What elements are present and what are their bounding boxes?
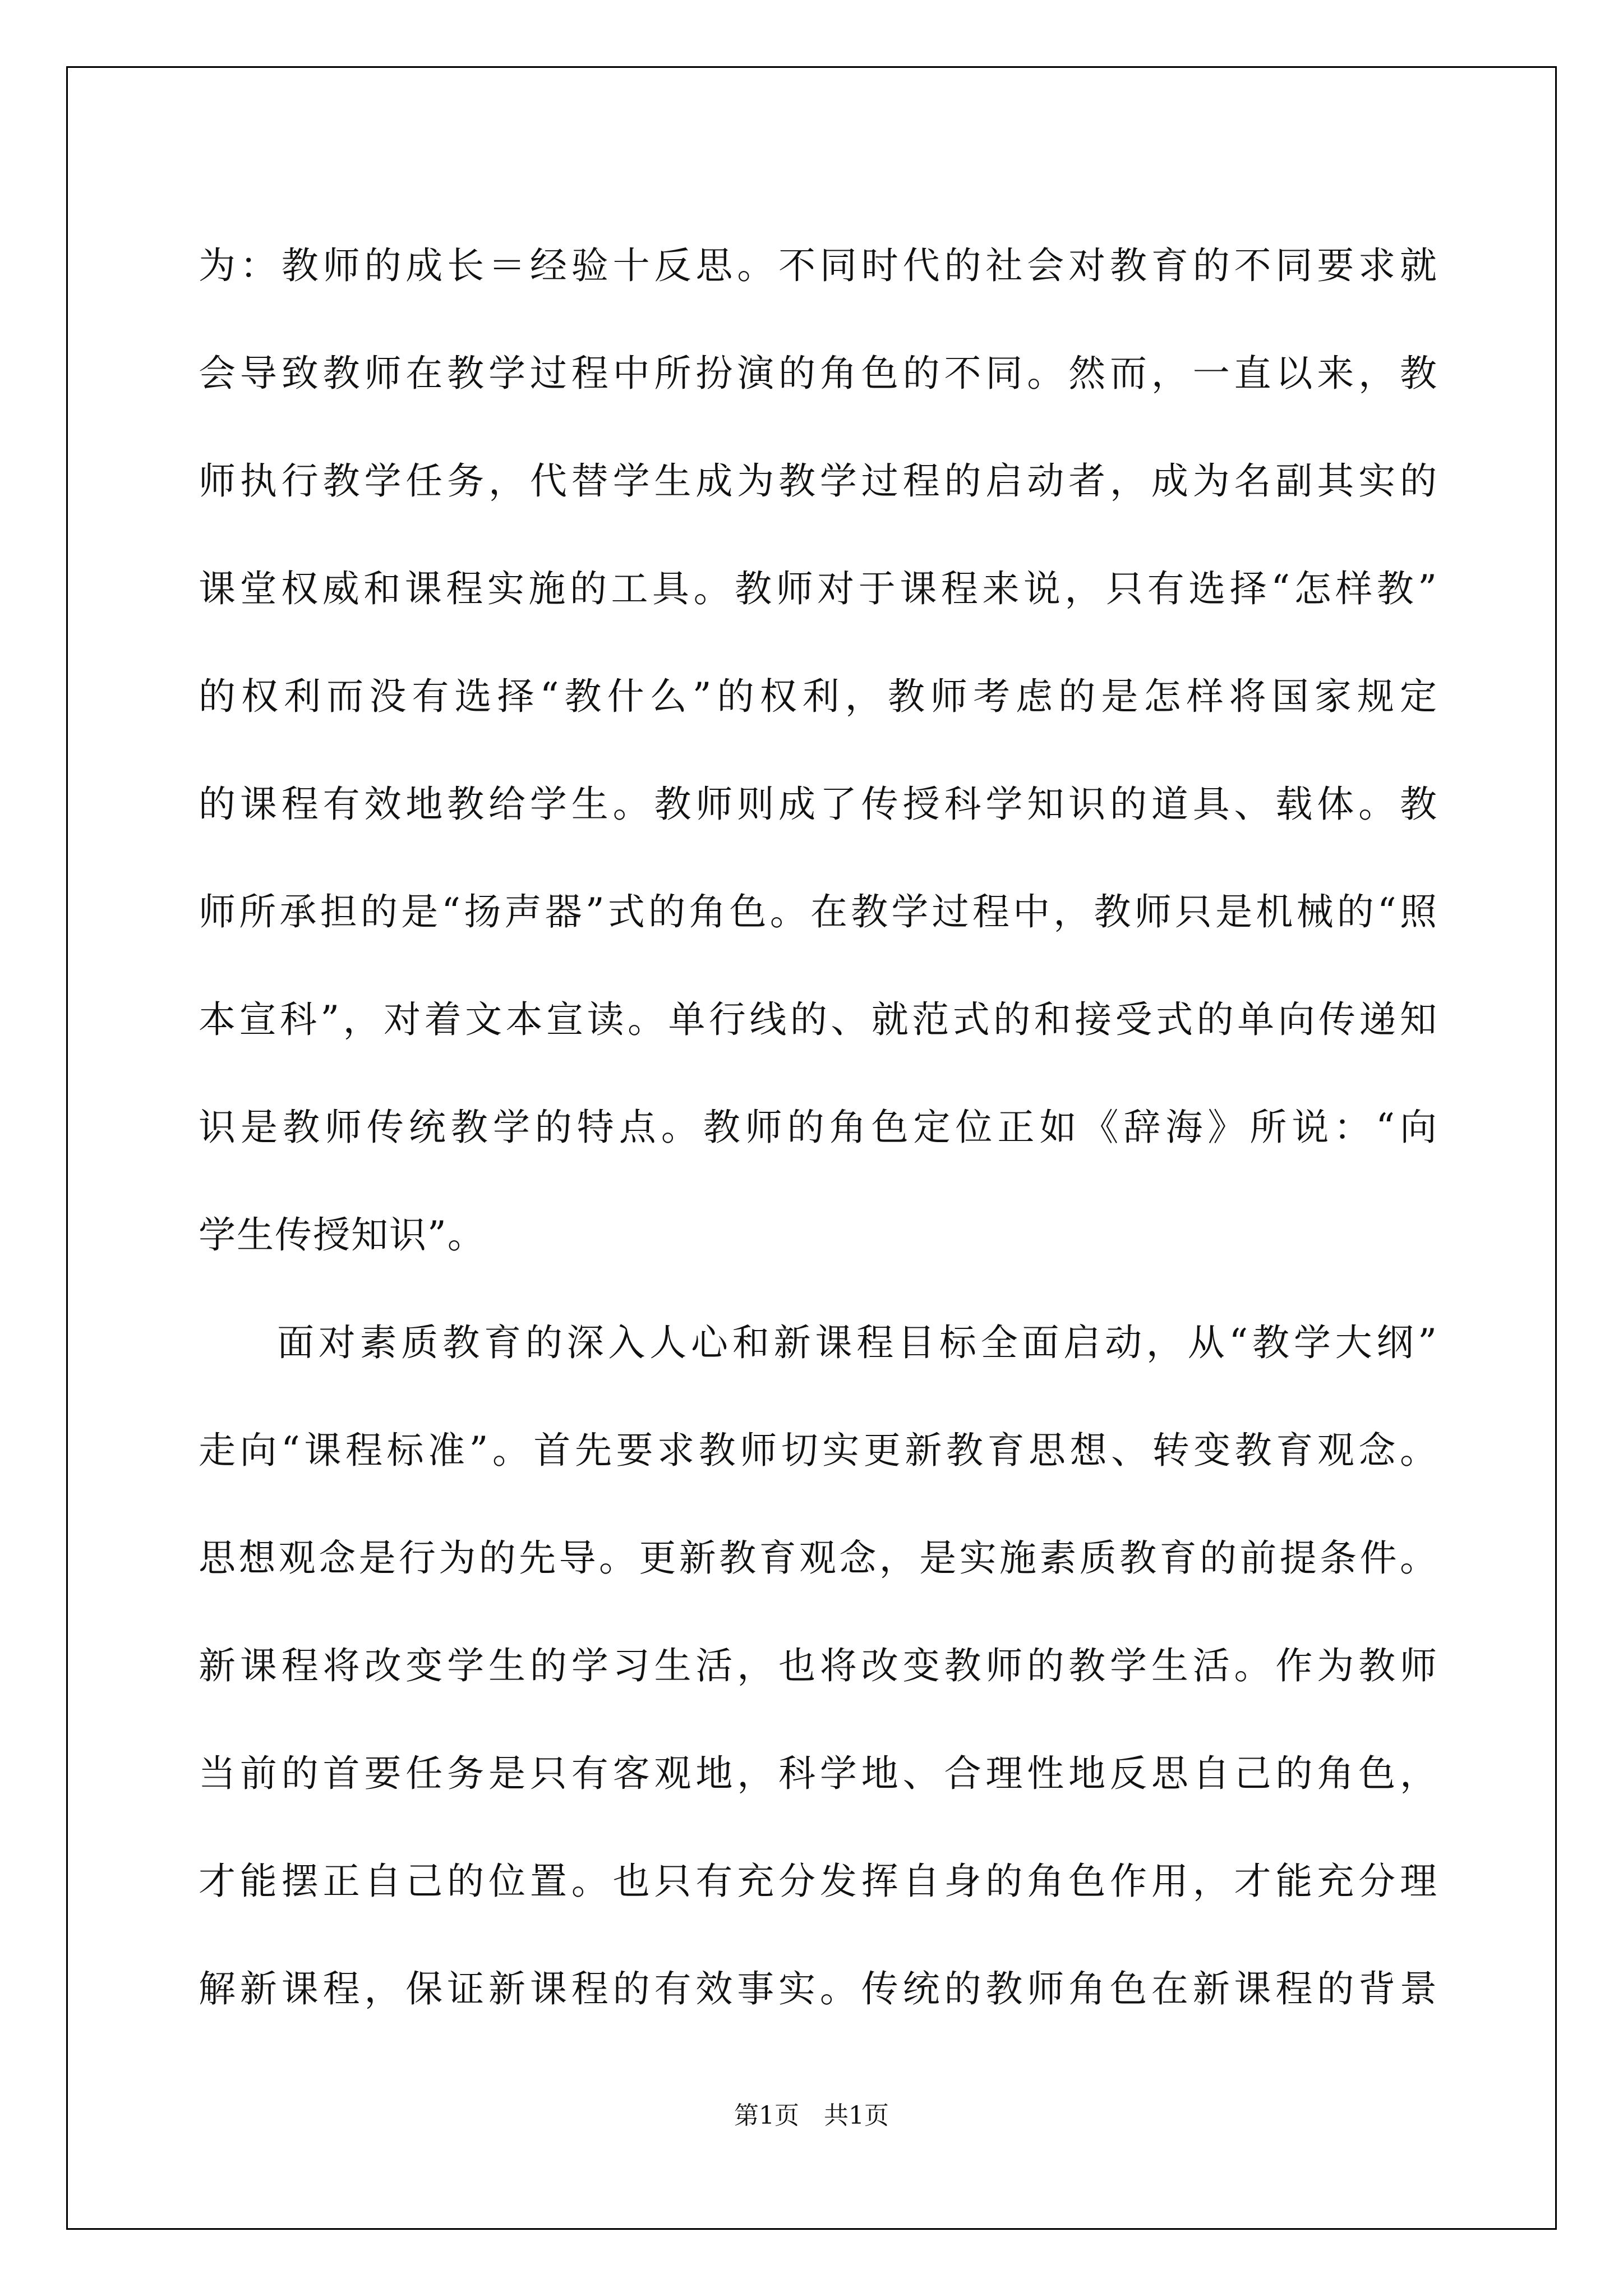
text-line: 的课程有效地教给学生。教师则成了传授科学知识的道具、载体。教 [199, 783, 1438, 826]
text-line: 的权利而没有选择“教什么”的权利，教师考虑的是怎样将国家规定 [199, 675, 1438, 718]
text-line: 才能摆正自己的位置。也只有充分发挥自身的角色作用，才能充分理 [199, 1860, 1438, 1903]
text-line: 思想观念是行为的先导。更新教育观念，是实施素质教育的前提条件。 [199, 1536, 1438, 1580]
text-line: 面对素质教育的深入人心和新课程目标全面启动，从“教学大纲” [277, 1321, 1438, 1364]
text-line: 新课程将改变学生的学习生活，也将改变教师的教学生活。作为教师 [199, 1644, 1438, 1687]
text-line: 为：教师的成长＝经验十反思。不同时代的社会对教育的不同要求就 [199, 244, 1438, 287]
text-line: 识是教师传统教学的特点。教师的角色定位正如《辞海》所说：“向 [199, 1106, 1438, 1149]
text-line: 师所承担的是“扬声器”式的角色。在教学过程中，教师只是机械的“照 [199, 890, 1438, 933]
text-line: 当前的首要任务是只有客观地，科学地、合理性地反思自己的角色， [199, 1752, 1438, 1795]
page-number-label: 第1页 共1页 [734, 2101, 889, 2130]
document-body [199, 212, 1438, 2043]
text-line: 会导致教师在教学过程中所扮演的角色的不同。然而，一直以来，教 [199, 352, 1438, 395]
text-line: 本宣科”，对着文本宣读。单行线的、就范式的和接受式的单向传递知 [199, 998, 1438, 1041]
text-line: 师执行教学任务，代替学生成为教学过程的启动者，成为名副其实的 [199, 459, 1438, 503]
text-line: 走向“课程标准”。首先要求教师切实更新教育思想、转变教育观念。 [199, 1429, 1438, 1472]
text-line: 学生传授知识”。 [199, 1213, 486, 1257]
page-footer [0, 2095, 1623, 2131]
text-line: 课堂权威和课程实施的工具。教师对于课程来说，只有选择“怎样教” [199, 567, 1438, 610]
text-line: 解新课程，保证新课程的有效事实。传统的教师角色在新课程的背景 [199, 1967, 1438, 2010]
